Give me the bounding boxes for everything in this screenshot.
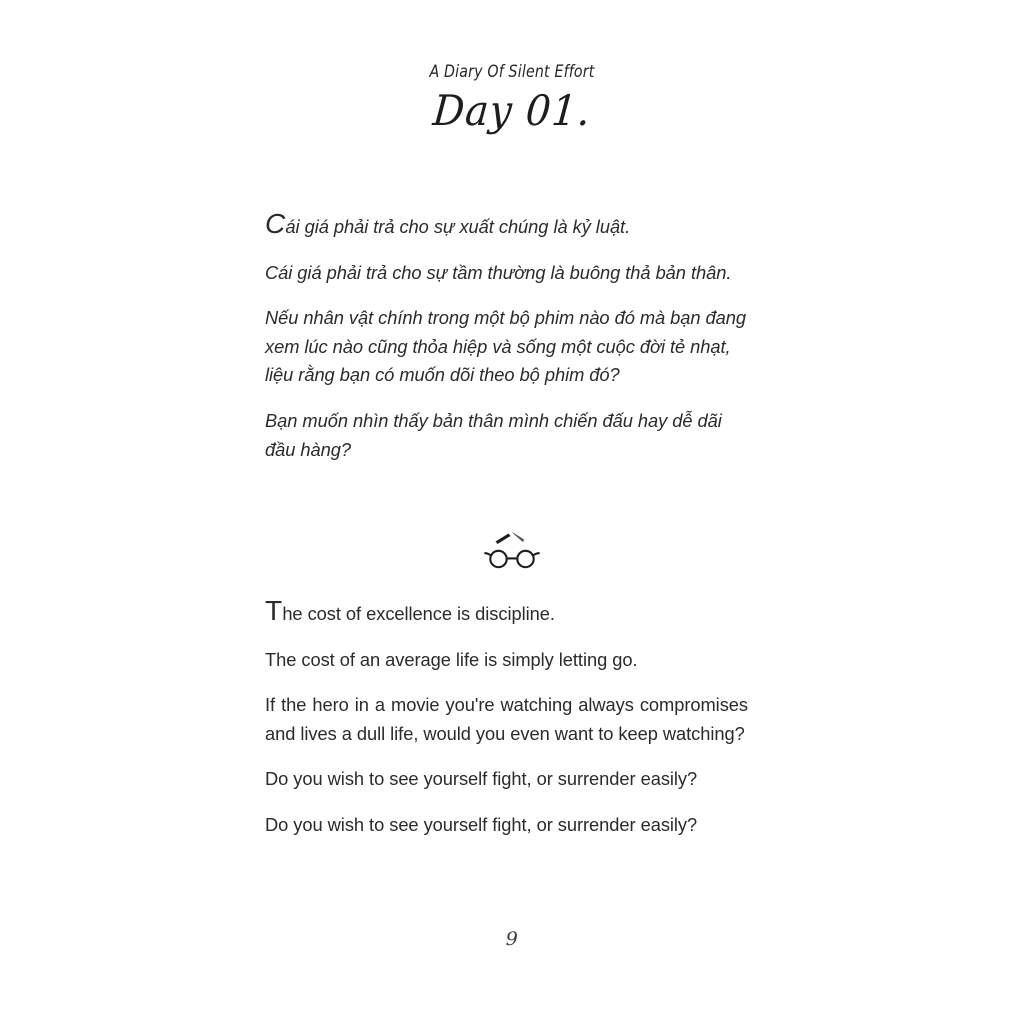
day-heading: Day 01. xyxy=(431,86,593,135)
paragraph-text: If the hero in a movie you're watching always compromises and lives a dull life, would you even want to keep watching? xyxy=(265,694,748,744)
paragraph xyxy=(265,304,748,390)
right-brow-accent xyxy=(512,532,524,542)
paragraph-text: Do you wish to see yourself fight, or surrender easily? xyxy=(265,768,698,790)
paragraph-text: Nếu nhân vật chính trong một bộ phim nào đó mà bạn đang xem lúc nào cũng thỏa hiệp và sống một cuộc đời tẻ nhạt, liệu rằng bạn có muốn dõi theo bộ phim đó? xyxy=(265,307,747,386)
right-temple xyxy=(533,553,539,555)
english-text-block xyxy=(265,595,748,857)
paragraph xyxy=(265,208,748,242)
paragraph-text: The cost of an average life is simply letting go. xyxy=(265,648,638,670)
paragraph xyxy=(265,595,748,629)
paragraph xyxy=(265,691,748,748)
left-temple xyxy=(485,553,491,555)
paragraph xyxy=(265,646,748,675)
paragraph xyxy=(265,407,748,464)
page-header xyxy=(0,62,1024,133)
round-glasses-icon xyxy=(479,527,545,571)
left-brow-stroke xyxy=(496,534,511,545)
paragraph-text: Bạn muốn nhìn thấy bản thân mình chiến đấu hay dễ dãi đầu hàng? xyxy=(265,409,722,460)
dropcap-letter: C xyxy=(265,208,286,239)
paragraph xyxy=(265,811,748,840)
paragraph xyxy=(265,765,748,794)
dropcap-letter: T xyxy=(265,595,283,626)
page-number: 9 xyxy=(505,928,519,950)
left-lens xyxy=(490,551,506,567)
paragraph-text: Do you wish to see yourself fight, or surrender easily? xyxy=(265,813,698,835)
paragraph xyxy=(265,259,748,288)
paragraph-text: he cost of excellence is discipline. xyxy=(282,603,555,624)
paragraph-text: ái giá phải trả cho sự xuất chúng là kỷ luật. xyxy=(285,216,631,237)
book-title: A Diary Of Silent Effort xyxy=(429,62,595,81)
right-lens xyxy=(517,551,533,567)
section-divider-ornament xyxy=(0,527,1024,571)
paragraph-text: Cái giá phải trả cho sự tầm thường là buông thả bản thân. xyxy=(265,261,732,283)
vietnamese-text-block xyxy=(265,208,748,481)
